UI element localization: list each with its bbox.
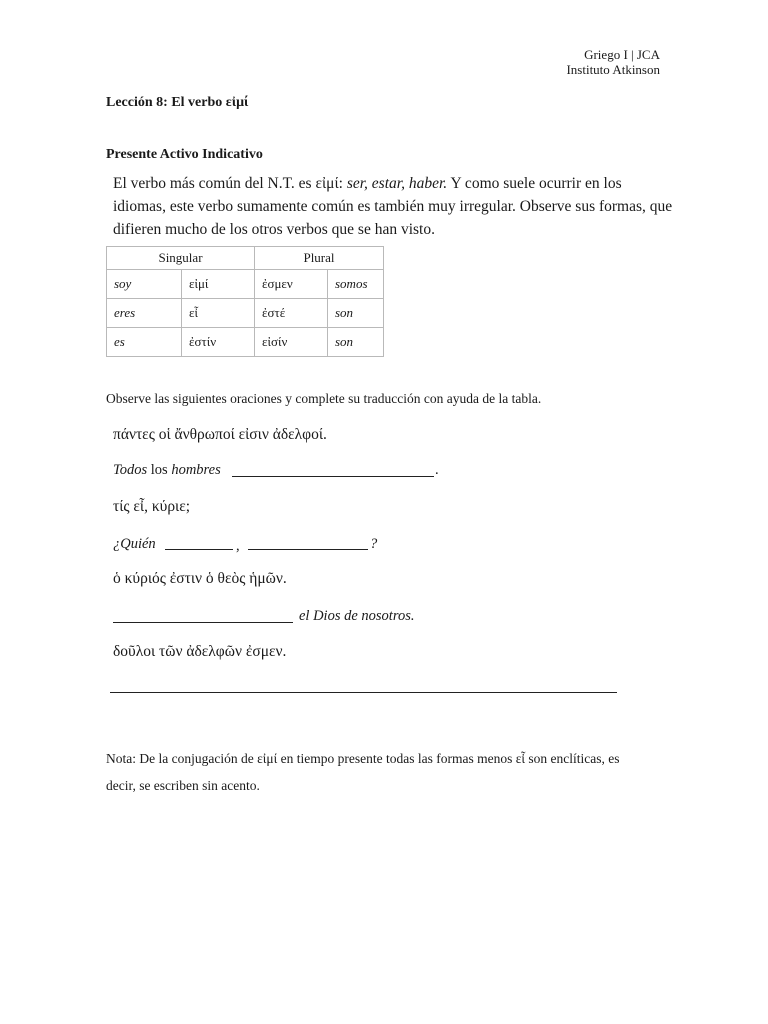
intro-meanings: ser, estar, haber. bbox=[346, 175, 448, 192]
sentence-1-translation bbox=[113, 462, 221, 479]
sentence-1-greek: πάντες οἱ ἄνθρωποί εἰσιν ἀδελφοί. bbox=[113, 426, 327, 443]
cell-plural-greek: εἰσίν bbox=[255, 328, 328, 357]
intro-text-2: Y como suele ocurrir en los idiomas, este verbo sumamente común es también muy irregular. Observe sus formas, que difieren mucho de los otros verbos que se han visto. bbox=[113, 175, 673, 238]
table-row bbox=[107, 270, 384, 299]
note-label: Nota bbox=[106, 751, 133, 766]
header-plural: Plural bbox=[255, 247, 384, 270]
cell-singular-spanish: es bbox=[107, 328, 182, 357]
sentence-2-greek: τίς εἶ, κύριε; bbox=[113, 498, 191, 515]
note-text-1: : De la conjugación de bbox=[132, 751, 258, 766]
cell-plural-greek: ἐστέ bbox=[255, 299, 328, 328]
answer-blank-4[interactable] bbox=[110, 692, 617, 693]
s2-quien: ¿Quién bbox=[113, 536, 156, 552]
cell-singular-greek: εἰμί bbox=[182, 270, 255, 299]
note-paragraph bbox=[106, 745, 626, 799]
header-institute: Instituto Atkinson bbox=[566, 62, 660, 77]
header-singular: Singular bbox=[107, 247, 255, 270]
note-text-3: son enclíticas, es decir, se escriben sin acento. bbox=[106, 751, 620, 793]
s1-period: . bbox=[435, 462, 439, 478]
cell-plural-spanish: somos bbox=[328, 270, 384, 299]
s1-todos: Todos bbox=[113, 462, 148, 478]
exercise-instruction: Observe las siguientes oraciones y complete su traducción con ayuda de la tabla. bbox=[106, 391, 542, 406]
sentence-3-greek: ὁ κύριός ἐστιν ὁ θεὸς ἡμῶν. bbox=[113, 570, 287, 587]
table-row bbox=[107, 328, 384, 357]
intro-text-1: El verbo más común del N.T. es bbox=[113, 175, 316, 192]
note-text-2: en tiempo presente todas las formas menos bbox=[277, 751, 516, 766]
cell-plural-spanish: son bbox=[328, 328, 384, 357]
cell-singular-spanish: soy bbox=[107, 270, 182, 299]
answer-blank-1[interactable] bbox=[232, 476, 434, 477]
s1-hombres: hombres bbox=[171, 462, 221, 478]
intro-greek-word: εἰμί: bbox=[315, 175, 343, 192]
lesson-title: Lección 8: El verbo εἰμί bbox=[106, 95, 249, 110]
s3-answer-fragment: el Dios de nosotros. bbox=[299, 608, 415, 624]
table-header-row bbox=[107, 247, 384, 270]
s1-los: los bbox=[147, 462, 172, 478]
cell-singular-spanish: eres bbox=[107, 299, 182, 328]
intro-paragraph bbox=[113, 172, 673, 241]
conjugation-table bbox=[106, 246, 384, 357]
sentence-4-greek: δοῦλοι τῶν ἀδελφῶν ἐσμεν. bbox=[113, 643, 287, 660]
section-title: Presente Activo Indicativo bbox=[106, 147, 263, 162]
answer-blank-3[interactable] bbox=[113, 622, 293, 623]
cell-plural-greek: ἐσμεν bbox=[255, 270, 328, 299]
s2-comma: , bbox=[236, 538, 240, 554]
cell-plural-spanish: son bbox=[328, 299, 384, 328]
cell-singular-greek: εἶ bbox=[182, 299, 255, 328]
answer-blank-2b[interactable] bbox=[248, 549, 368, 550]
table-row bbox=[107, 299, 384, 328]
s2-question-mark: ? bbox=[370, 536, 378, 552]
note-word-ei: εἶ bbox=[515, 751, 526, 766]
cell-singular-greek: ἐστίν bbox=[182, 328, 255, 357]
answer-blank-2a[interactable] bbox=[165, 549, 233, 550]
note-word-eimi: εἰμί bbox=[257, 751, 278, 766]
header-course: Griego I | JCA bbox=[584, 47, 660, 62]
